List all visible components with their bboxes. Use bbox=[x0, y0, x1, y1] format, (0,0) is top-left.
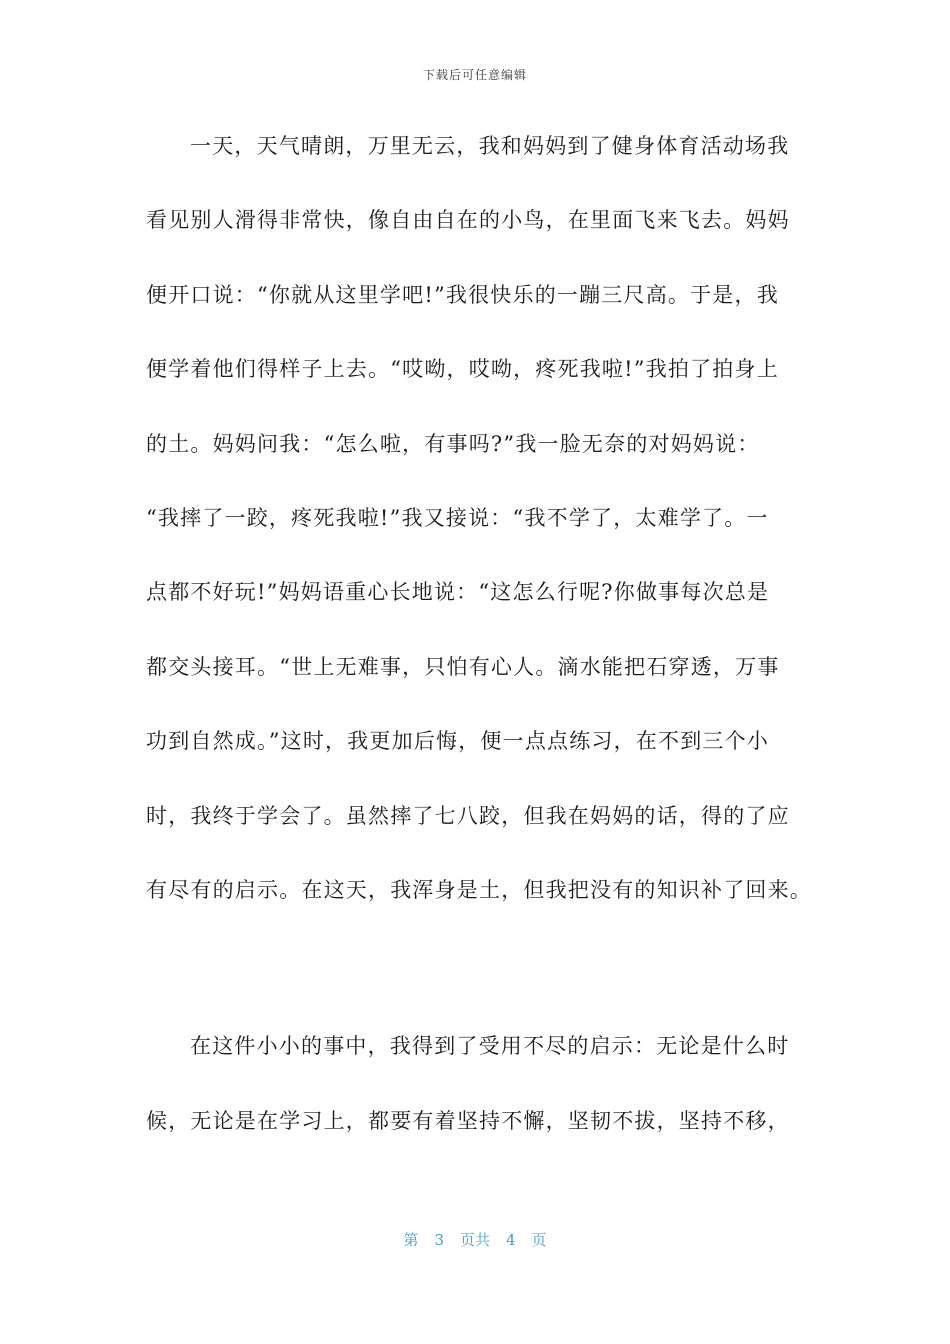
page-label-middle: 页共 bbox=[459, 1231, 490, 1249]
paragraph-line: 看见别人滑得非常快，像自由自在的小鸟，在里面飞来飞去。妈妈 bbox=[146, 208, 790, 233]
paragraph-line: 时，我终于学会了。虽然摔了七八跤，但我在妈妈的话，得的了应 bbox=[146, 803, 790, 828]
current-page-number: 3 bbox=[434, 1231, 444, 1249]
total-page-count: 4 bbox=[506, 1231, 516, 1249]
paragraph-line: 候，无论是在学习上，都要有着坚持不懈，坚韧不拔，坚持不移， bbox=[146, 1108, 790, 1133]
paragraph-line: 点都不好玩!”妈妈语重心长地说：“这怎么行呢?你做事每次总是 bbox=[146, 580, 770, 605]
paragraph-line: 都交头接耳。“世上无难事，只怕有心人。滴水能把石穿透，万事 bbox=[146, 654, 780, 679]
page-header: 下载后可任意编辑 bbox=[422, 68, 527, 82]
document-body bbox=[146, 128, 812, 1177]
page-label-prefix: 第 bbox=[403, 1231, 419, 1249]
page-footer bbox=[0, 1229, 950, 1250]
paragraph-line: 有尽有的启示。在这天，我浑身是土，但我把没有的知识补了回来。 bbox=[146, 877, 812, 902]
paragraph-line: 的土。妈妈问我：“怎么啦，有事吗?”我一脸无奈的对妈妈说： bbox=[146, 431, 760, 456]
paragraph-line: 功到自然成。”这时，我更加后悔，便一点点练习，在不到三个小 bbox=[146, 729, 770, 754]
paragraph-2 bbox=[146, 1028, 806, 1177]
paragraph-line: “我摔了一跤，疼死我啦!”我又接说：“我不学了，太难学了。一 bbox=[146, 505, 769, 530]
page-label-suffix: 页 bbox=[531, 1231, 547, 1249]
paragraph-gap bbox=[146, 946, 806, 1028]
paragraph-1 bbox=[146, 128, 812, 946]
paragraph-line: 便开口说：“你就从这里学吧!”我很快乐的一蹦三尺高。于是，我 bbox=[146, 282, 779, 307]
paragraph-line: 便学着他们得样子上去。“哎呦，哎呦，疼死我啦!”我拍了拍身上 bbox=[146, 357, 779, 382]
paragraph-line: 在这件小小的事中，我得到了受用不尽的启示：无论是什么时 bbox=[190, 1034, 790, 1059]
paragraph-line: 一天，天气晴朗，万里无云，我和妈妈到了健身体育活动场我 bbox=[190, 134, 790, 158]
